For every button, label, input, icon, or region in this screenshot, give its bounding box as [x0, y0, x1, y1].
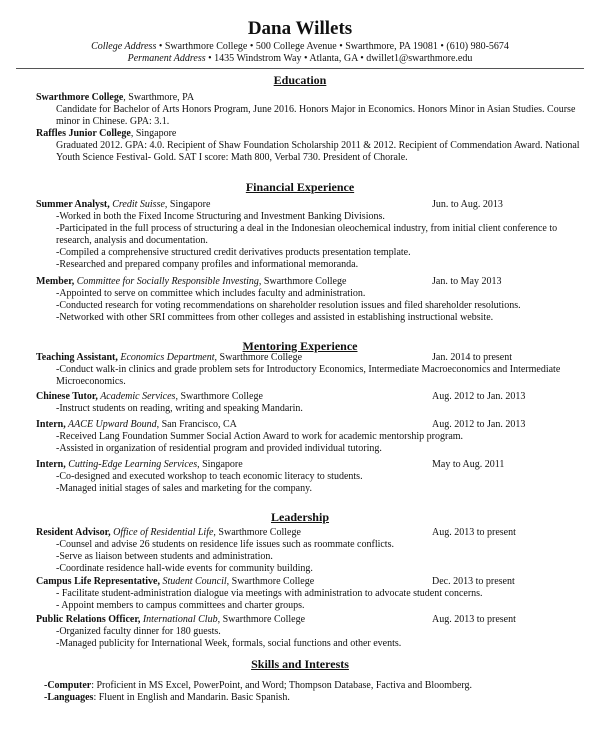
role-location: , Swarthmore College	[213, 527, 301, 538]
bullet: -Researched and prepared company profiles and informational memoranda.	[56, 259, 359, 270]
education-line: Candidate for Bachelor of Arts Honors Program, June 2016. Honors Major in Economics. Honors Minor in Asian Studies. Course minor in Chinese. GPA: 3.1.	[56, 104, 576, 127]
bullet: -Compiled a comprehensive structured credit derivatives products presentation template.	[56, 247, 411, 258]
job-title: Teaching Assistant,	[36, 352, 118, 363]
role-title: Resident Advisor,	[36, 527, 111, 538]
education-org: Swarthmore College	[36, 92, 124, 103]
role-title: Campus Life Representative,	[36, 576, 160, 587]
job-location: , Swarthmore College	[175, 391, 263, 402]
skill-label: -Languages	[44, 692, 94, 703]
job-org: AACE Upward Bound	[65, 419, 157, 430]
experience-entry	[36, 527, 584, 575]
header-divider	[16, 68, 584, 69]
job-date: May to Aug. 2011	[432, 459, 505, 470]
bullet: - Facilitate student-administration dialogue via meetings with administration to advocate student concerns.	[56, 588, 483, 599]
experience-entry	[36, 459, 584, 495]
bullet: -Coordinate residence hall-wide events for community building.	[56, 563, 313, 574]
bullet: -Worked in both the Fixed Income Structuring and Investment Banking Divisions.	[56, 211, 385, 222]
job-location: , San Francisco, CA	[156, 419, 237, 430]
education-org: Raffles Junior College	[36, 128, 131, 139]
role-location: , Swarthmore College	[226, 576, 315, 587]
section-heading-financial: Financial Experience	[245, 180, 355, 194]
education-entry	[36, 128, 584, 164]
section-heading-mentoring: Mentoring Experience	[242, 339, 358, 353]
section-heading-education: Education	[273, 73, 327, 87]
job-org: Credit Suisse	[109, 199, 165, 210]
role-date: Aug. 2013 to present	[432, 614, 516, 625]
experience-entry	[36, 352, 584, 388]
job-date: Aug. 2012 to Jan. 2013	[432, 419, 526, 430]
bullet: -Counsel and advise 26 students on residence life issues such as roommate conflicts.	[56, 539, 394, 550]
education-details	[36, 104, 584, 128]
job-org: Committee for Socially Responsible Investing	[74, 276, 259, 287]
job-date: Jan. to May 2013	[432, 276, 502, 287]
job-org: Cutting-Edge Learning Services	[65, 459, 198, 470]
role-title: Public Relations Officer,	[36, 614, 141, 625]
section-heading-leadership: Leadership	[270, 510, 329, 524]
bullet: -Received Lang Foundation Summer Social Action Award to work for academic mentorship program.	[56, 431, 464, 442]
job-location: , Singapore	[197, 459, 243, 470]
bullet: -Organized faculty dinner for 180 guests.	[56, 626, 221, 637]
job-title: Chinese Tutor,	[36, 391, 98, 402]
bullet: -Managed initial stages of sales and marketing for the company.	[56, 483, 312, 494]
college-address	[0, 41, 600, 53]
job-location: , Singapore	[164, 199, 211, 210]
section-heading-skills: Skills and Interests	[251, 657, 349, 671]
skill-label: -Computer	[44, 680, 92, 691]
role-org: Student Council	[159, 576, 227, 587]
job-org: Academic Services	[97, 391, 176, 402]
skill-text: : Proficient in MS Excel, PowerPoint, and Word; Thompson Database, Factiva and Bloomberg.	[91, 680, 473, 691]
experience-entry	[36, 614, 584, 650]
permanent-address-value: • 1435 Windstrom Way • Atlanta, GA • dwillet1@swarthmore.edu	[205, 53, 473, 64]
skill-text: : Fluent in English and Mandarin. Basic Spanish.	[93, 692, 290, 703]
bullet: -Conduct walk-in clinics and grade problem sets for Introductory Economics, Intermediate Macroeconomics and Intermediate Microeconomics.	[56, 364, 561, 387]
bullet: -Managed publicity for International Week, formals, social functions and other events.	[56, 638, 402, 649]
permanent-address	[0, 53, 600, 65]
college-address-label: College Address	[91, 41, 157, 52]
college-address-value: • Swarthmore College • 500 College Avenue • Swarthmore, PA 19081 • (610) 980-5674	[156, 41, 509, 52]
role-org: International Club	[140, 614, 218, 625]
skill-computer	[44, 680, 472, 692]
education-entry	[36, 92, 584, 128]
bullet: -Co-designed and executed workshop to teach economic literacy to students.	[56, 471, 363, 482]
education-location: , Swarthmore, PA	[123, 92, 195, 103]
bullet: -Participated in the full process of structuring a deal in the Indonesian oleochemical industry, from initial client conference to research, analysis and documentation.	[56, 223, 558, 246]
bullet: -Instruct students on reading, writing and speaking Mandarin.	[56, 403, 303, 414]
job-date: Aug. 2012 to Jan. 2013	[432, 391, 526, 402]
education-details	[36, 140, 584, 164]
education-location: , Singapore	[130, 128, 177, 139]
experience-entry	[36, 276, 584, 324]
job-org: Economics Department	[117, 352, 215, 363]
job-title: Intern,	[36, 419, 66, 430]
job-title: Member,	[36, 276, 75, 287]
bullet: -Appointed to serve on committee which includes faculty and administration.	[56, 288, 366, 299]
job-title: Summer Analyst,	[36, 199, 110, 210]
bullet: -Serve as liaison between students and administration.	[56, 551, 273, 562]
experience-entry	[36, 391, 584, 415]
role-date: Dec. 2013 to present	[432, 576, 515, 587]
job-location: , Swarthmore College	[258, 276, 347, 287]
role-org: Office of Residential Life	[110, 527, 214, 538]
experience-entry	[36, 199, 584, 271]
role-location: , Swarthmore College	[217, 614, 306, 625]
bullet: -Assisted in organization of residential program and provided individual tutoring.	[56, 443, 382, 454]
job-date: Jan. 2014 to present	[432, 352, 512, 363]
bullet: - Appoint members to campus committees and charter groups.	[56, 600, 305, 611]
education-line: Graduated 2012. GPA: 4.0. Recipient of Shaw Foundation Scholarship 2011 & 2012. Recipient of Commendation Award. National Youth Science Festival- Gold. SAT I score: Math 800, Verbal 730. President of Chorale.	[56, 140, 580, 163]
job-title: Intern,	[36, 459, 66, 470]
permanent-address-label: Permanent Address	[127, 53, 206, 64]
role-date: Aug. 2013 to present	[432, 527, 516, 538]
experience-entry	[36, 419, 584, 455]
experience-entry	[36, 576, 584, 612]
skill-languages	[44, 692, 290, 704]
job-location: , Swarthmore College	[214, 352, 303, 363]
bullet: -Conducted research for voting recommendations on shareholder resolution issues and filed shareholder resolutions.	[56, 300, 521, 311]
job-date: Jun. to Aug. 2013	[432, 199, 503, 210]
bullet: -Networked with other SRI committees from other colleges and assisted in establishing instructional website.	[56, 312, 494, 323]
candidate-name: Dana Willets	[247, 18, 353, 39]
